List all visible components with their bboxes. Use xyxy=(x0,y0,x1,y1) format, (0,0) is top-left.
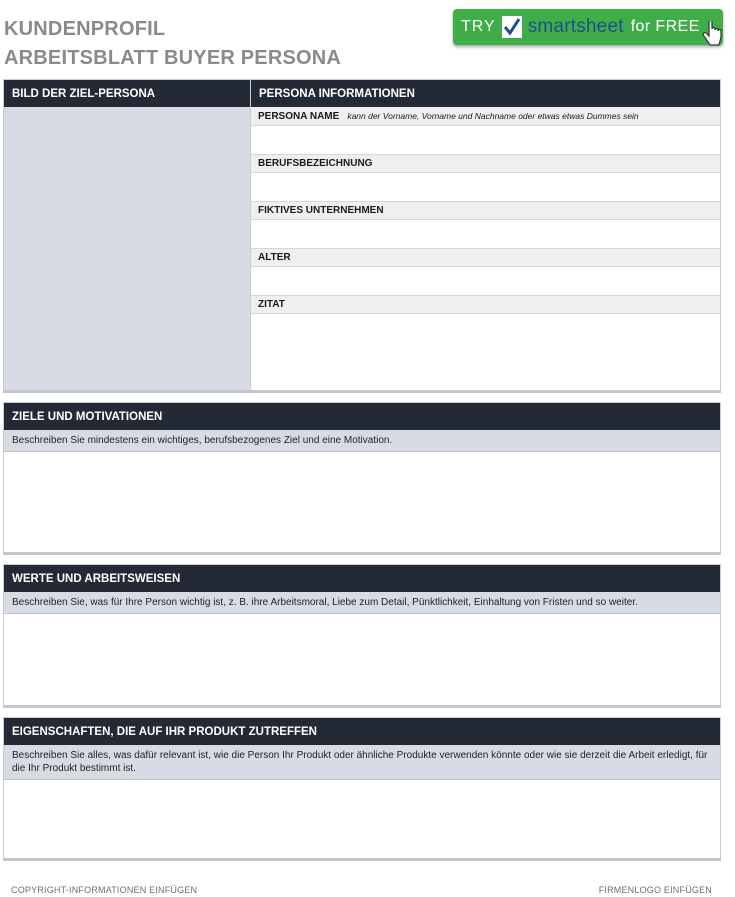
persona-section xyxy=(3,79,721,393)
persona-name-hint: kann der Vorname, Vorname und Nachname oder etwas etwas Dummes sein xyxy=(347,111,639,121)
job-title-label-text: BERUFSBEZEICHNUNG xyxy=(258,158,373,169)
values-section xyxy=(3,564,721,708)
traits-header: EIGENSCHAFTEN, DIE AUF IHR PRODUKT ZUTREFFEN xyxy=(4,718,720,745)
age-label xyxy=(251,248,720,267)
banner-free-text: for FREE xyxy=(630,18,700,35)
banner-brand-text: smartsheet xyxy=(527,16,624,37)
goals-text-area[interactable] xyxy=(4,452,720,552)
values-description: Beschreiben Sie, was für Ihre Person wichtig ist, z. B. ihre Arbeitsmoral, Liebe zum Detail, Pünktlichkeit, Einhaltung von Fristen und so weiter. xyxy=(4,592,720,614)
persona-name-label-text: PERSONA NAME xyxy=(258,110,340,122)
page-subtitle: ARBEITSBLATT BUYER PERSONA xyxy=(4,47,342,69)
check-icon xyxy=(502,16,522,38)
persona-name-field[interactable] xyxy=(251,126,720,154)
banner-try-text: TRY xyxy=(461,18,496,35)
age-field[interactable] xyxy=(251,267,720,295)
persona-info-column xyxy=(251,80,720,390)
persona-name-label xyxy=(251,107,720,126)
company-label-text: FIKTIVES UNTERNEHMEN xyxy=(258,205,384,216)
goals-header: ZIELE UND MOTIVATIONEN xyxy=(4,403,720,430)
traits-section xyxy=(3,717,721,861)
persona-image-column xyxy=(4,80,251,390)
quote-field[interactable] xyxy=(251,314,720,390)
traits-text-area[interactable] xyxy=(4,780,720,858)
goals-description: Beschreiben Sie mindestens ein wichtiges, berufsbezogenes Ziel und eine Motivation. xyxy=(4,430,720,452)
quote-label-text: ZITAT xyxy=(258,299,285,310)
goals-section xyxy=(3,402,721,555)
company-field[interactable] xyxy=(251,220,720,248)
persona-image-header: BILD DER ZIEL-PERSONA xyxy=(4,80,250,107)
page-title: KUNDENPROFIL xyxy=(4,18,166,40)
smartsheet-trial-banner[interactable] xyxy=(453,9,723,45)
job-title-field[interactable] xyxy=(251,173,720,201)
age-label-text: ALTER xyxy=(258,252,291,263)
persona-info-header: PERSONA INFORMATIONEN xyxy=(251,80,720,107)
company-logo-footer: FIRMENLOGO EINFÜGEN xyxy=(598,885,712,895)
quote-label xyxy=(251,295,720,314)
traits-description: Beschreiben Sie alles, was dafür relevant ist, wie die Person Ihr Produkt oder ähnliche Produkte verwenden könnte oder wie sie derzeit die Arbeit erledigt, für die Ihr Produkt bestimmt ist. xyxy=(4,745,720,780)
company-label xyxy=(251,201,720,220)
hand-pointer-icon xyxy=(701,21,723,56)
values-header: WERTE UND ARBEITSWEISEN xyxy=(4,565,720,592)
values-text-area[interactable] xyxy=(4,614,720,704)
job-title-label xyxy=(251,154,720,173)
copyright-footer: COPYRIGHT-INFORMATIONEN EINFÜGEN xyxy=(11,885,198,895)
persona-image-placeholder[interactable] xyxy=(4,107,250,390)
